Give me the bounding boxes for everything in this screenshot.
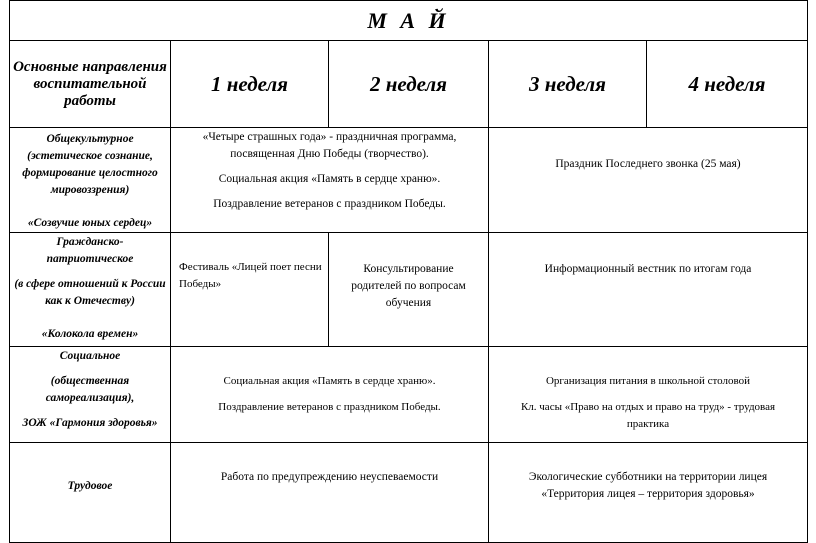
direction-name: Социальное [59,350,121,362]
event-text: Организация питания в школьной столовой [545,375,751,387]
event-text: Поздравление ветеранов с праздником Победы. [213,198,446,210]
event-text: Консультирование родителей по вопросам обучения [351,263,466,309]
table-row [10,128,808,233]
week-2-cell [329,233,489,347]
event-text: Информационный вестник по итогам года [544,263,752,275]
header-row [10,41,808,128]
direction-cell [10,233,171,347]
table-row [10,233,808,347]
direction-motto: «Созвучие юных сердец» [27,217,153,229]
direction-motto: ЗОЖ «Гармония здоровья» [22,417,158,429]
weeks-3-4-cell [489,233,808,347]
weeks-1-2-cell [171,347,489,443]
event-text: Экологические субботники на территории лицея [528,471,768,483]
month-title: М А Й [10,1,808,41]
direction-name: Гражданско-патриотическое [46,236,134,265]
directions-header: Основные направления воспитательной работы [10,41,171,128]
direction-name: Трудовое [67,480,113,492]
week-4-header: 4 неделя [647,41,808,128]
direction-description: (общественная самореализация), [45,375,135,404]
event-text: «Территория лицея – территория здоровья» [541,488,755,500]
event-text: Кл. часы «Право на отдых и право на труд» - трудовая практика [520,401,776,430]
direction-cell [10,347,171,443]
weeks-3-4-cell [489,443,808,543]
table-row [10,443,808,543]
weeks-1-2-cell [171,443,489,543]
table-row [10,347,808,443]
weeks-3-4-cell [489,347,808,443]
event-text: Работа по предупреждению неуспеваемости [220,471,439,483]
title-row [10,1,808,41]
direction-description: (эстетическое сознание, формирование целостного мировоззрения) [22,150,158,196]
direction-motto: «Колокола времен» [41,328,139,340]
direction-description: (в сфере отношений к России как к Отечеству) [14,278,166,307]
event-text: Праздник Последнего звонка (25 мая) [555,158,741,170]
week-1-header: 1 неделя [171,41,329,128]
direction-cell [10,128,171,233]
event-text: Социальная акция «Память в сердце храню». [223,375,436,387]
plan-table [9,0,808,543]
event-text: Фестиваль «Лицей поет песни Победы» [179,261,322,290]
direction-name: Общекультурное [46,133,134,145]
week-2-header: 2 неделя [329,41,489,128]
week-1-cell [171,233,329,347]
weeks-3-4-cell [489,128,808,233]
week-3-header: 3 неделя [489,41,647,128]
event-text: «Четыре страшных года» - праздничная программа, посвященная Дню Победы (творчество). [202,131,457,160]
event-text: Поздравление ветеранов с праздником Победы. [218,401,441,413]
weeks-1-2-cell [171,128,489,233]
direction-cell [10,443,171,543]
event-text: Социальная акция «Память в сердце храню». [218,173,441,185]
